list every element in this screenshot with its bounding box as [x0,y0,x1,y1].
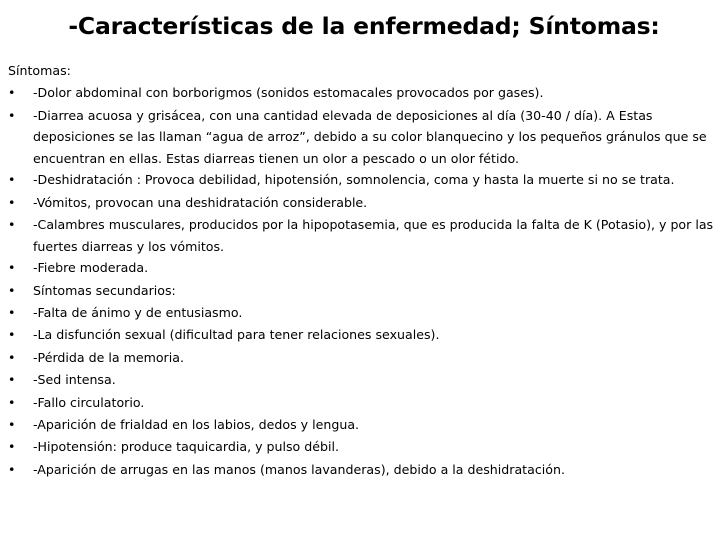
bullet-icon: • [8,439,16,455]
list-item [8,302,720,324]
list-item-text: -La disfunción sexual (dificultad para tener relaciones sexuales). [33,327,440,343]
list-item [8,105,720,170]
bullet-icon: • [8,416,16,432]
list-item [8,169,720,191]
list-item-text: -Vómitos, provocan una deshidratación considerable. [33,194,368,210]
slide-body [8,60,720,481]
list-item [8,324,720,346]
list-item [8,436,720,458]
list-item [8,280,720,302]
bullet-icon: • [8,349,16,365]
list-item-text: Síntomas secundarios: [33,282,176,298]
list-item [8,459,720,481]
list-item-text: -Aparición de arrugas en las manos (manos lavanderas), debido a la deshidratación. [33,461,565,477]
list-item-text: -Dolor abdominal con borborigmos (sonidos estomacales provocados por gases). [33,85,544,101]
list-item-text: -Diarrea acuosa y grisácea, con una cantidad elevada de deposiciones al día (30-40 / día). A Estas deposiciones se las llaman “agua de arroz”, debido a su color blanquecino y los pequeños gránulos que se encuentran en ellas. Estas diarreas tienen un olor a pescado o un olor fétido. [33,107,707,166]
list-item [8,214,720,257]
bullet-icon: • [8,304,16,320]
list-item-text: -Deshidratación : Provoca debilidad, hipotensión, somnolencia, coma y hasta la muerte si no se trata. [33,172,675,188]
list-item-text: -Aparición de frialdad en los labios, dedos y lengua. [33,416,360,432]
symptoms-heading: Síntomas: [8,63,71,78]
bullet-icon: • [8,327,16,343]
bullet-icon: • [8,217,16,233]
list-item [8,392,720,414]
bullet-icon: • [8,172,16,188]
symptom-list [8,82,720,481]
list-item-text: -Hipotensión: produce taquicardia, y pulso débil. [33,439,340,455]
list-item [8,347,720,369]
bullet-icon: • [8,85,16,101]
list-item [8,192,720,214]
bullet-icon: • [8,260,16,276]
bullet-icon: • [8,461,16,477]
bullet-icon: • [8,372,16,388]
list-item [8,414,720,436]
list-item-text: -Fallo circulatorio. [33,394,145,410]
bullet-icon: • [8,107,16,123]
bullet-icon: • [8,282,16,298]
list-item [8,82,720,104]
slide-title: -Características de la enfermedad; Síntomas: [68,12,660,40]
list-item-text: -Pérdida de la memoria. [33,349,184,365]
bullet-icon: • [8,194,16,210]
list-item-text: -Calambres musculares, producidos por la hipopotasemia, que es producida la falta de K (Potasio), y por las fuertes diarreas y los vómitos. [33,217,714,254]
list-item-text: -Sed intensa. [33,372,116,388]
list-item-text: -Falta de ánimo y de entusiasmo. [33,304,243,320]
bullet-icon: • [8,394,16,410]
list-item [8,369,720,391]
list-item [8,257,720,279]
list-item-text: -Fiebre moderada. [33,260,149,276]
